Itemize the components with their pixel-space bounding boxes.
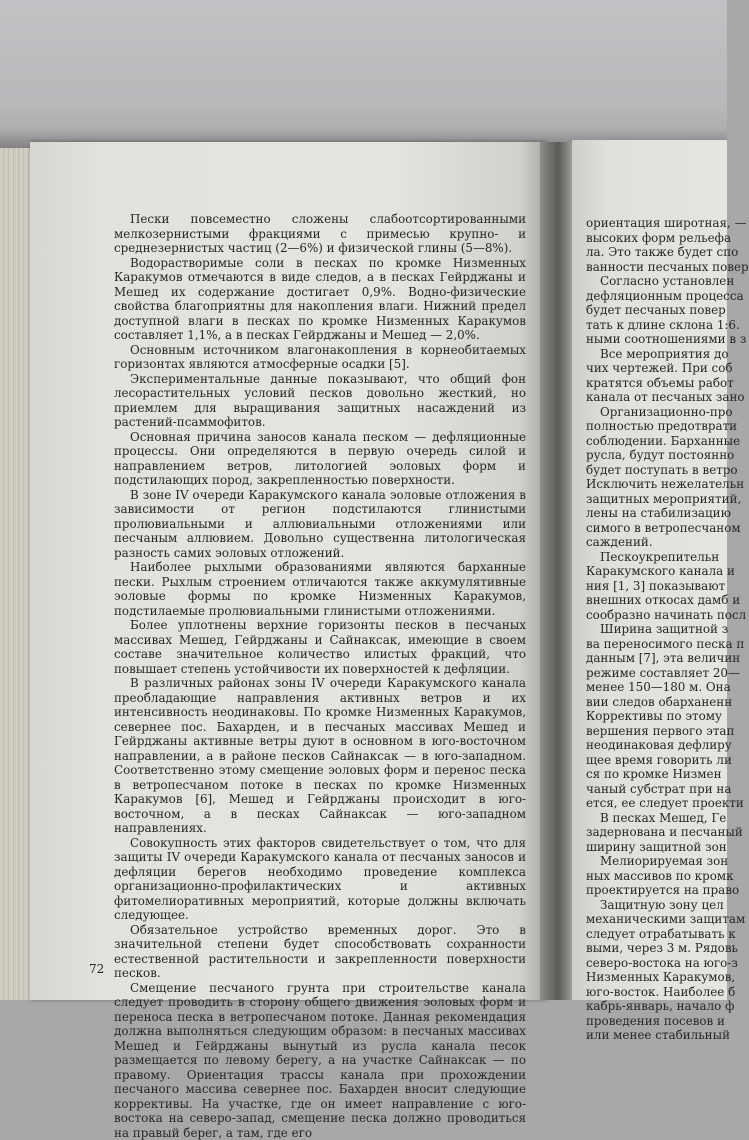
text-line: Исключить нежелательн bbox=[586, 477, 727, 492]
text-line: чаный субстрат при на bbox=[586, 782, 727, 797]
text-line: ширину защитной зон bbox=[586, 840, 727, 855]
text-line: дефляционным процесса bbox=[586, 289, 727, 304]
text-line: выми, через 3 м. Рядовь bbox=[586, 941, 727, 956]
text-line: полностью предотврати bbox=[586, 419, 727, 434]
paragraph: Более уплотнены верхние горизонты песков в песчаных массивах Мешед, Гейрджаны и Сайнаксак, имеющие в своем составе значительное количество илистых фракций, что повышает степень устойчивости их поверхностей к дефляции. bbox=[114, 618, 526, 676]
text-line: высоких форм рельефа bbox=[586, 231, 727, 246]
text-line: ванности песчаных повер bbox=[586, 260, 727, 275]
text-line: Каракумского канала и bbox=[586, 564, 727, 579]
text-line: кратятся объемы работ bbox=[586, 376, 727, 391]
text-line: вершения первого этап bbox=[586, 724, 727, 739]
page-number: 72 bbox=[89, 962, 104, 976]
text-line: В песках Мешед, Ге bbox=[586, 811, 727, 826]
paragraph: Основным источником влагонакопления в корнеобитаемых горизонтах являются атмосферные осадки [5]. bbox=[114, 343, 526, 372]
text-line: саждений. bbox=[586, 535, 727, 550]
text-line: данным [7], эта величин bbox=[586, 651, 727, 666]
text-line: лены на стабилизацию bbox=[586, 506, 727, 521]
paragraph: Наиболее рыхлыми образованиями являются барханные пески. Рыхлым строением отличаются также аккумулятивные эоловые формы по кромке Низменных Каракумов, подстилаемые пролювиальными глинистыми отложениями. bbox=[114, 560, 526, 618]
text-line: ния [1, 3] показывают bbox=[586, 579, 727, 594]
text-line: неодинаковая дефлиру bbox=[586, 738, 727, 753]
text-line: будет песчаных повер bbox=[586, 303, 727, 318]
text-line: Ширина защитной з bbox=[586, 622, 727, 637]
text-line: ся по кромке Низмен bbox=[586, 767, 727, 782]
text-line: юго-восток. Наиболее б bbox=[586, 985, 727, 1000]
text-line: сообразно начинать посл bbox=[586, 608, 727, 623]
paragraph: Пески повсеместно сложены слабоотсортированными мелкозернистыми фракциями с примесью крупно- и среднезернистых частиц (2—6%) и физической глины (5—8%). bbox=[114, 212, 526, 256]
paragraph: Совокупность этих факторов свидетельствует о том, что для защиты IV очереди Каракумского канала от песчаных заносов и дефляции берегов необходимо проведение комплекса организационно-профилактических и активных фитомелиоративных мероприятий, которые должны включать следующее. bbox=[114, 836, 526, 923]
text-line: Мелиорируемая зон bbox=[586, 854, 727, 869]
text-line: ориентация широтная, — bbox=[586, 216, 727, 231]
text-line: вии следов обарханенн bbox=[586, 695, 727, 710]
text-line: менее 150—180 м. Она bbox=[586, 680, 727, 695]
text-line: механическими защитам bbox=[586, 912, 727, 927]
text-line: Все мероприятия до bbox=[586, 347, 727, 362]
left-page-text bbox=[114, 212, 526, 1140]
text-line: ва переносимого песка п bbox=[586, 637, 727, 652]
text-line: Коррективы по этому bbox=[586, 709, 727, 724]
paragraph: Водорастворимые соли в песках по кромке Низменных Каракумов отмечаются в виде следов, а в песках Гейрджаны и Мешед их содержание достигает 0,9%. Водно-физические свойства благоприятны для накопления влаги. Нижний предел доступной влаги в песках по кромке Низменных Каракумов составляет 1,1%, а в песках Гейрджаны и Мешед — 2,0%. bbox=[114, 256, 526, 343]
text-line: Организационно-про bbox=[586, 405, 727, 420]
text-line: симого в ветропесчаном bbox=[586, 521, 727, 536]
text-line: ными соотношениями в з bbox=[586, 332, 727, 347]
text-line: проведения посевов и bbox=[586, 1014, 727, 1029]
text-line: щее время говорить ли bbox=[586, 753, 727, 768]
text-line: ных массивов по кромк bbox=[586, 869, 727, 884]
paragraph: Смещение песчаного грунта при строительстве канала следует проводить в сторону общего движения эоловых форм и переноса песка в ветропесчаном потоке. Данная рекомендация должна выполняться следующим образом: в песчаных массивах Мешед и Гейрджаны вынутый из русла канала песок размещается по левому берегу, а на участке Сайнаксак — по правому. Ориентация трассы канала при прохождении песчаного массива севернее пос. Бахарден вносит следующие коррективы. На участке, где он имеет направление с юго-востока на северо-запад, смещение песка должно проводиться на правый берег, а там, где его bbox=[114, 981, 526, 1140]
text-line: ется, ее следует проекти bbox=[586, 796, 727, 811]
text-line: внешних откосах дамб и bbox=[586, 593, 727, 608]
text-line: защитных мероприятий, bbox=[586, 492, 727, 507]
text-line: русла, будут постоянно bbox=[586, 448, 727, 463]
paragraph: В зоне IV очереди Каракумского канала эоловые отложения в зависимости от регион подстилаются глинистыми пролювиальными и аллювиальными отложениями или песчаным аллювием. Довольно существенна литологическая разность самих эоловых отложений. bbox=[114, 488, 526, 561]
text-line: кабрь-январь, начало ф bbox=[586, 999, 727, 1014]
text-line: будет поступать в ветро bbox=[586, 463, 727, 478]
text-line: Низменных Каракумов, bbox=[586, 970, 727, 985]
right-page-text bbox=[586, 216, 727, 1043]
text-line: Согласно установлен bbox=[586, 274, 727, 289]
text-line: или менее стабильный bbox=[586, 1028, 727, 1043]
text-line: канала от песчаных зано bbox=[586, 390, 727, 405]
text-line: Защитную зону цел bbox=[586, 898, 727, 913]
text-line: соблюдении. Барханные bbox=[586, 434, 727, 449]
text-line: Пескоукрепительн bbox=[586, 550, 727, 565]
text-line: чих чертежей. При соб bbox=[586, 361, 727, 376]
paragraph: Экспериментальные данные показывают, что общий фон лесорастительных условий песков довольно жесткий, но приемлем для выращивания защитных насаждений из растений-псаммофитов. bbox=[114, 372, 526, 430]
paragraph: Основная причина заносов канала песком — дефляционные процессы. Они определяются в первую очередь силой и направлением ветров, литологией эоловых форм и подстилающих пород, закрепленностью поверхности. bbox=[114, 430, 526, 488]
text-line: ла. Это также будет спо bbox=[586, 245, 727, 260]
text-line: проектируется на право bbox=[586, 883, 727, 898]
text-line: тать к длине склона 1:6. bbox=[586, 318, 727, 333]
paragraph: В различных районах зоны IV очереди Каракумского канала преобладающие направления активных ветров и их интенсивность неодинаковы. По кромке Низменных Каракумов, севернее пос. Бахарден, и в песчаных массивах Мешед и Гейрджаны активные ветры дуют в основном в юго-восточном направлении, а в районе песков Сайнаксак — в юго-западном. Соответственно этому смещение эоловых форм и перенос песка в ветропесчаном потоке в песках по кромке Низменных Каракумов [6], Мешед и Гейрджаны происходит в юго-восточном, а в песках Сайнаксак — юго-западном направлениях. bbox=[114, 676, 526, 836]
text-line: задернована и песчаный bbox=[586, 825, 727, 840]
text-line: режиме составляет 20— bbox=[586, 666, 727, 681]
text-line: северо-востока на юго-з bbox=[586, 956, 727, 971]
text-line: следует отрабатывать к bbox=[586, 927, 727, 942]
paragraph: Обязательное устройство временных дорог. Это в значительной степени будет способствовать сохранности естественной растительности и закрепленности поверхности песков. bbox=[114, 923, 526, 981]
